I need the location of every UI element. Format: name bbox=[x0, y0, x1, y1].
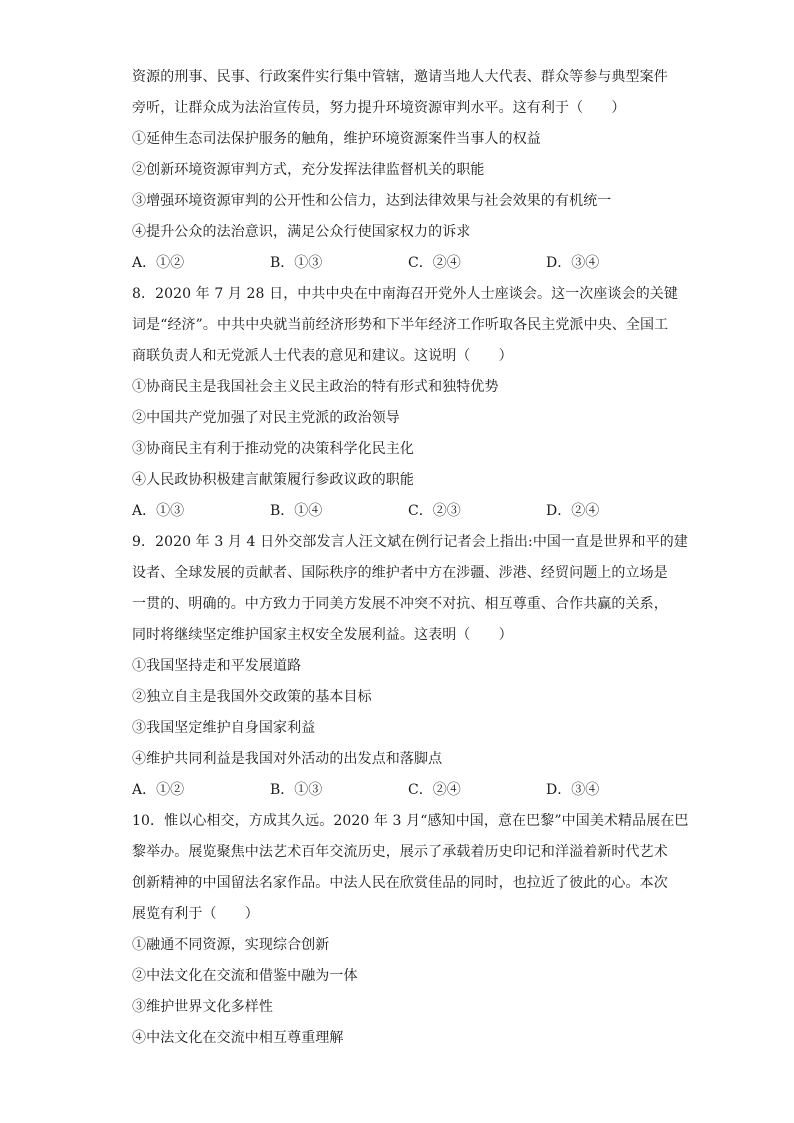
question-10-option: ③维护世界文化多样性 bbox=[132, 999, 273, 1015]
choice-a: A．①③ bbox=[132, 503, 185, 519]
question-7 bbox=[132, 62, 672, 279]
choice-a: A．①② bbox=[132, 782, 185, 798]
question-10-stem-line: 黎举办。展览聚焦中法艺术百年交流历史，展示了承载着历史印记和洋溢着新时代艺术 bbox=[132, 844, 668, 860]
choice-b: B．①③ bbox=[270, 255, 323, 271]
question-9 bbox=[132, 527, 688, 806]
choice-c: C．②③ bbox=[408, 503, 461, 519]
question-8-option: ③协商民主有利于推动党的决策科学化民主化 bbox=[132, 441, 414, 457]
question-8 bbox=[132, 279, 679, 527]
document-content bbox=[132, 62, 689, 1054]
question-10-stem-line: 创新精神的中国留法名家作品。中法人民在欣赏佳品的同时，也拉近了彼此的心。本次 bbox=[132, 875, 668, 891]
question-8-option: ①协商民主是我国社会主义民主政治的特有形式和独特优势 bbox=[132, 379, 499, 395]
question-8-stem-line: 8．2020 年 7 月 28 日，中共中央在中南海召开党外人士座谈会。这一次座谈会的关键 bbox=[132, 286, 679, 302]
choice-c: C．②④ bbox=[408, 782, 461, 798]
choice-d: D．②④ bbox=[546, 503, 600, 519]
question-9-stem-line: 9．2020 年 3 月 4 日外交部发言人汪文斌在例行记者会上指出:中国一直是世界和平的建 bbox=[132, 534, 688, 550]
question-7-stem-line: 资源的刑事、民事、行政案件实行集中管辖，邀请当地人大代表、群众等参与典型案件 bbox=[132, 69, 668, 85]
question-8-stem-line: 词是“经济”。中共中央就当前经济形势和下半年经济工作听取各民主党派中央、全国工 bbox=[132, 317, 669, 333]
question-10-option: ②中法文化在交流和借鉴中融为一体 bbox=[132, 968, 358, 984]
choice-d: D．③④ bbox=[546, 782, 600, 798]
choice-a: A．①② bbox=[132, 255, 185, 271]
question-9-option: ④维护共同利益是我国对外活动的出发点和落脚点 bbox=[132, 751, 443, 767]
question-8-stem-line: 商联负责人和无党派人士代表的意见和建议。这说明（ ） bbox=[132, 348, 513, 364]
question-9-option: ②独立自主是我国外交政策的基本目标 bbox=[132, 689, 372, 705]
question-9-stem-line: 设者、全球发展的贡献者、国际秩序的维护者中方在涉疆、涉港、经贸问题上的立场是 bbox=[132, 565, 668, 581]
question-10-option: ④中法文化在交流中相互尊重理解 bbox=[132, 1030, 344, 1046]
question-10-stem-line: 展览有利于（ ） bbox=[132, 906, 259, 922]
choice-d: D．③④ bbox=[546, 255, 600, 271]
question-9-choices bbox=[132, 775, 672, 806]
question-10-option: ①融通不同资源，实现综合创新 bbox=[132, 937, 330, 953]
question-8-option: ②中国共产党加强了对民主党派的政治领导 bbox=[132, 410, 400, 426]
question-7-option: ②创新环境资源审判方式，充分发挥法律监督机关的职能 bbox=[132, 162, 485, 178]
question-10-stem-line: 10．惟以心相交，方成其久远。2020 年 3 月“感知中国，意在巴黎”中国美术精品展在巴 bbox=[132, 813, 689, 829]
question-8-choices bbox=[132, 496, 672, 527]
question-9-stem-line: 同时将继续坚定维护国家主权安全发展利益。这表明（ ） bbox=[132, 627, 513, 643]
question-7-option: ③增强环境资源审判的公开性和公信力，达到法律效果与社会效果的有机统一 bbox=[132, 193, 612, 209]
question-9-stem-line: 一贯的、明确的。中方致力于同美方发展不冲突不对抗、相互尊重、合作共赢的关系， bbox=[132, 596, 668, 612]
question-9-option: ①我国坚持走和平发展道路 bbox=[132, 658, 302, 674]
question-7-choices bbox=[132, 248, 672, 279]
choice-b: B．①③ bbox=[270, 782, 323, 798]
question-8-option: ④人民政协积极建言献策履行参政议政的职能 bbox=[132, 472, 414, 488]
question-7-option: ④提升公众的法治意识，满足公众行使国家权力的诉求 bbox=[132, 224, 471, 240]
choice-b: B．①④ bbox=[270, 503, 323, 519]
question-7-stem-line: 旁听，让群众成为法治宣传员，努力提升环境资源审判水平。这有利于（ ） bbox=[132, 100, 626, 116]
question-7-option: ①延伸生态司法保护服务的触角，维护环境资源案件当事人的权益 bbox=[132, 131, 541, 147]
question-9-option: ③我国坚定维护自身国家利益 bbox=[132, 720, 316, 736]
question-10 bbox=[132, 806, 689, 1054]
choice-c: C．②④ bbox=[408, 255, 461, 271]
